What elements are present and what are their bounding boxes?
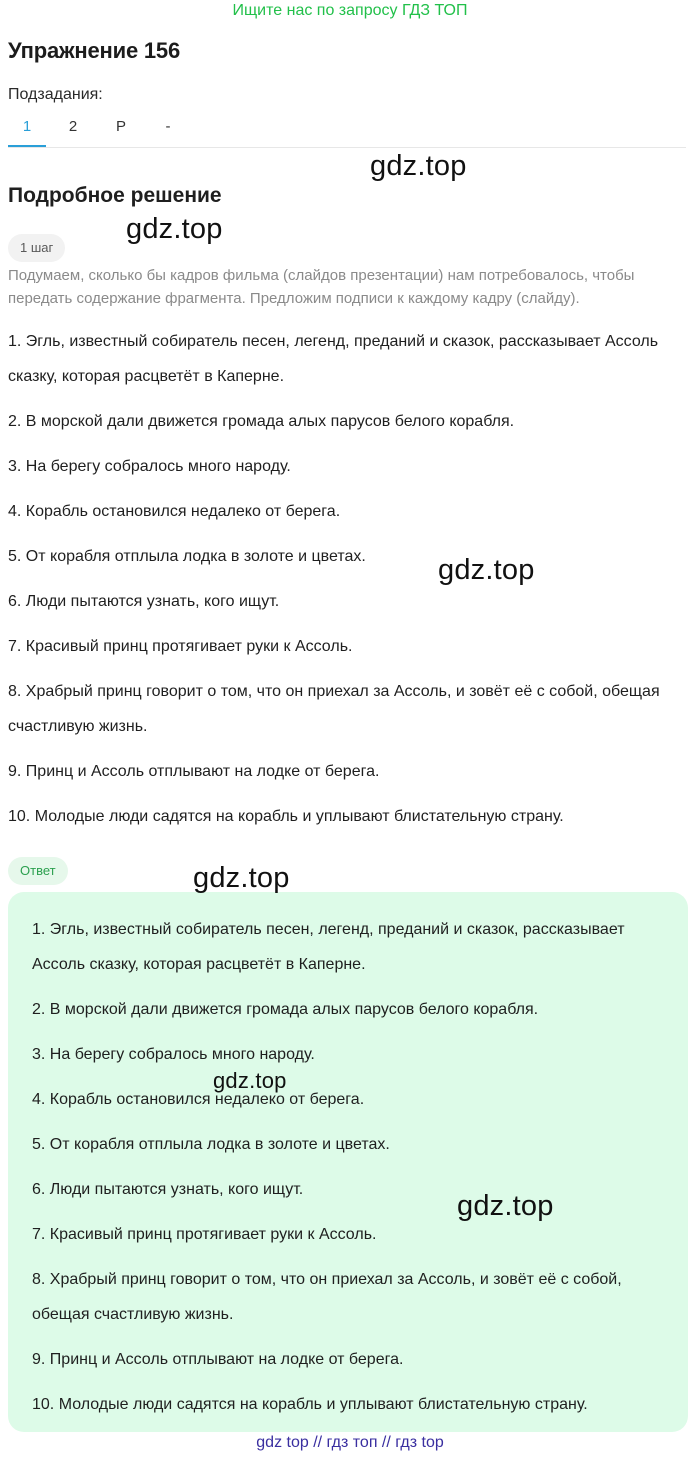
- footer-links: gdz top // гдз топ // гдз top: [256, 1434, 444, 1451]
- list-item: 7. Красивый принц протягивает руки к Ассоль.: [32, 1226, 377, 1243]
- page-title: Упражнение 156: [8, 38, 180, 63]
- list-item: 2. В морской дали движется громада алых парусов белого корабля.: [8, 413, 515, 430]
- solution-list: [8, 324, 694, 834]
- watermark: gdz.top: [126, 213, 223, 245]
- search-banner: Ищите нас по запросу ГДЗ ТОП: [232, 2, 468, 19]
- list-item: 6. Люди пытаются узнать, кого ищут.: [8, 593, 280, 610]
- watermark: gdz.top: [438, 554, 535, 586]
- list-item: 8. Храбрый принц говорит о том, что он приехал за Ассоль, и зовёт её с собой, обещая счастливую жизнь.: [32, 1271, 622, 1323]
- tab-dash[interactable]: -: [165, 118, 171, 135]
- watermark: gdz.top: [457, 1190, 554, 1222]
- list-item: 1. Эгль, известный собиратель песен, легенд, преданий и сказок, рассказывает Ассоль сказку, которая расцветёт в Каперне.: [8, 333, 659, 385]
- solution-heading: Подробное решение: [8, 184, 222, 207]
- list-item: 9. Принц и Ассоль отплывают на лодке от берега.: [32, 1351, 404, 1368]
- answer-badge: Ответ: [8, 857, 68, 885]
- subtask-tabs: [8, 110, 686, 148]
- answer-box: [8, 892, 688, 1432]
- list-item: 6. Люди пытаются узнать, кого ищут.: [32, 1181, 304, 1198]
- watermark: gdz.top: [193, 862, 290, 894]
- tab-r[interactable]: Р: [115, 118, 126, 135]
- watermark: gdz.top: [213, 1068, 287, 1093]
- list-item: 3. На берегу собралось много народу.: [32, 1046, 315, 1063]
- list-item: 10. Молодые люди садятся на корабль и уплывают блистательную страну.: [8, 808, 564, 825]
- list-item: 5. От корабля отплыла лодка в золоте и цветах.: [32, 1136, 390, 1153]
- list-item: 7. Красивый принц протягивает руки к Ассоль.: [8, 638, 353, 655]
- list-item: 2. В морской дали движется громада алых парусов белого корабля.: [32, 1001, 539, 1018]
- list-item: 4. Корабль остановился недалеко от берега.: [32, 1091, 365, 1108]
- list-item: 1. Эгль, известный собиратель песен, легенд, преданий и сказок, рассказывает Ассоль сказку, которая расцветёт в Каперне.: [32, 921, 625, 973]
- watermark: gdz.top: [370, 150, 467, 182]
- tab-1[interactable]: 1: [8, 110, 46, 147]
- answer-list: [32, 912, 672, 1422]
- list-item: 9. Принц и Ассоль отплывают на лодке от берега.: [8, 763, 380, 780]
- step-badge: 1 шаг: [8, 234, 65, 262]
- solution-intro: Подумаем, сколько бы кадров фильма (слайдов презентации) нам потребовалось, чтобы передать содержание фрагмента. Предложим подписи к каждому кадру (слайду).: [8, 267, 635, 307]
- list-item: 8. Храбрый принц говорит о том, что он приехал за Ассоль, и зовёт её с собой, обещая счастливую жизнь.: [8, 683, 660, 735]
- list-item: 5. От корабля отплыла лодка в золоте и цветах.: [8, 548, 366, 565]
- tab-2[interactable]: 2: [68, 118, 78, 135]
- subtasks-label: Подзадания:: [8, 86, 103, 103]
- list-item: 10. Молодые люди садятся на корабль и уплывают блистательную страну.: [32, 1396, 588, 1413]
- list-item: 3. На берегу собралось много народу.: [8, 458, 291, 475]
- list-item: 4. Корабль остановился недалеко от берега.: [8, 503, 341, 520]
